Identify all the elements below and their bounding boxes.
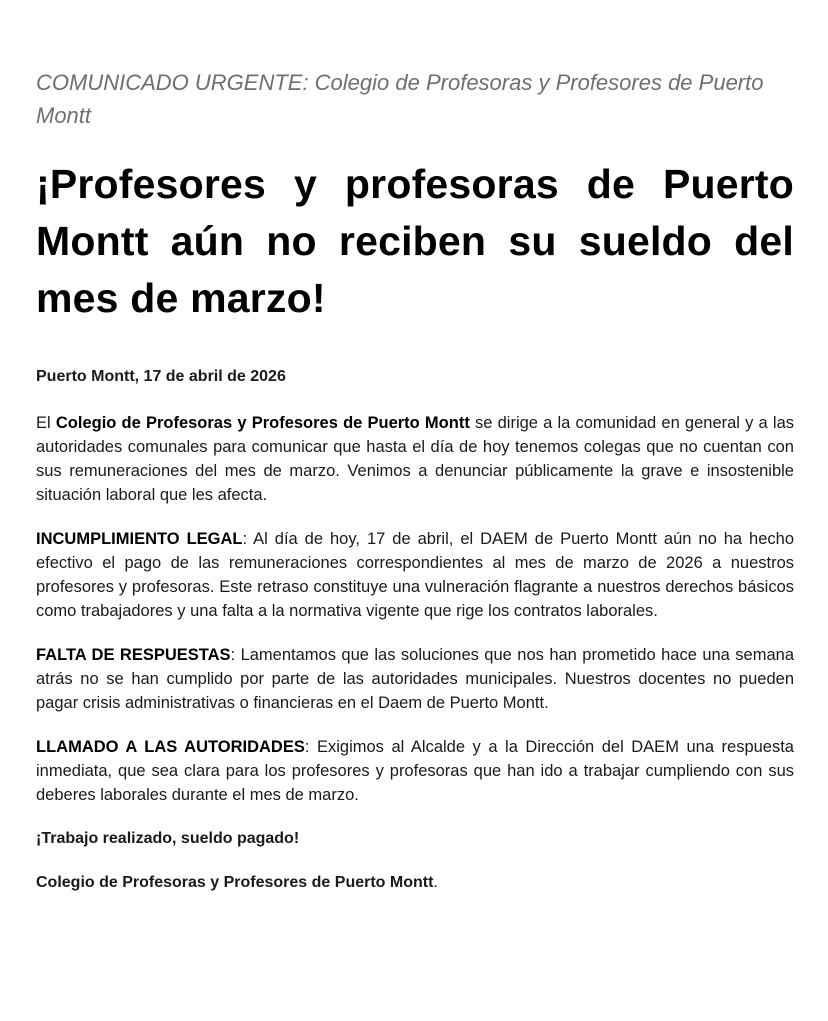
section-body: : Al día de hoy, 17 de abril, el DAEM de Puerto Montt aún no ha hecho efectivo el pago de las remuneraciones correspondientes al mes de marzo de 2026 a nuestros profesores y profesoras. Este retraso constituye una vulneración flagrante a nuestros derechos básicos como trabajadores y una falta a la normativa vigente que rige los contratos laborales. (36, 530, 795, 620)
section-authorities (36, 735, 794, 807)
intro-organization: Colegio de Profesoras y Profesores de Puerto Montt (55, 414, 470, 432)
intro-paragraph (36, 411, 794, 507)
signature-name: Colegio de Profesoras y Profesores de Puerto Montt (36, 874, 434, 891)
section-body: : Exigimos al Alcalde y a la Dirección del DAEM una respuesta inmediata, que sea clara para los profesores y profesoras que han ido a trabajar cumpliendo con sus deberes laborales durante el mes de marzo. (36, 738, 794, 804)
signature-tail: . (433, 874, 438, 891)
section-legal (36, 527, 794, 623)
signature (36, 871, 794, 895)
section-heading: FALTA DE RESPUESTAS (36, 646, 231, 664)
document (36, 66, 794, 915)
section-heading: INCUMPLIMIENTO LEGAL (36, 530, 243, 548)
kicker: COMUNICADO URGENTE: Colegio de Profesoras y Profesores de Puerto Montt (36, 70, 764, 128)
intro-pre: El (36, 414, 56, 432)
intro-body: se dirige a la comunidad en general y a las autoridades comunales para comunicar que hasta el día de hoy tenemos colegas que no cuentan con sus remuneraciones del mes de marzo. Venimos a denunciar públicamente la grave e insostenible situación laboral que les afecta. (36, 414, 794, 504)
section-responses (36, 643, 794, 715)
section-heading: LLAMADO A LAS AUTORIDADES (36, 738, 305, 756)
dateline: Puerto Montt, 17 de abril de 2026 (36, 368, 286, 385)
slogan: ¡Trabajo realizado, sueldo pagado! (36, 830, 300, 847)
section-body: : Lamentamos que las soluciones que nos han prometido hace una semana atrás no se han cumplido por parte de las autoridades municipales. Nuestros docentes no pueden pagar crisis administrativas o financieras en el Daem de Puerto Montt. (36, 646, 794, 712)
headline: ¡Profesores y profesoras de Puerto Montt aún no reciben su sueldo del mes de marzo! (36, 161, 794, 321)
